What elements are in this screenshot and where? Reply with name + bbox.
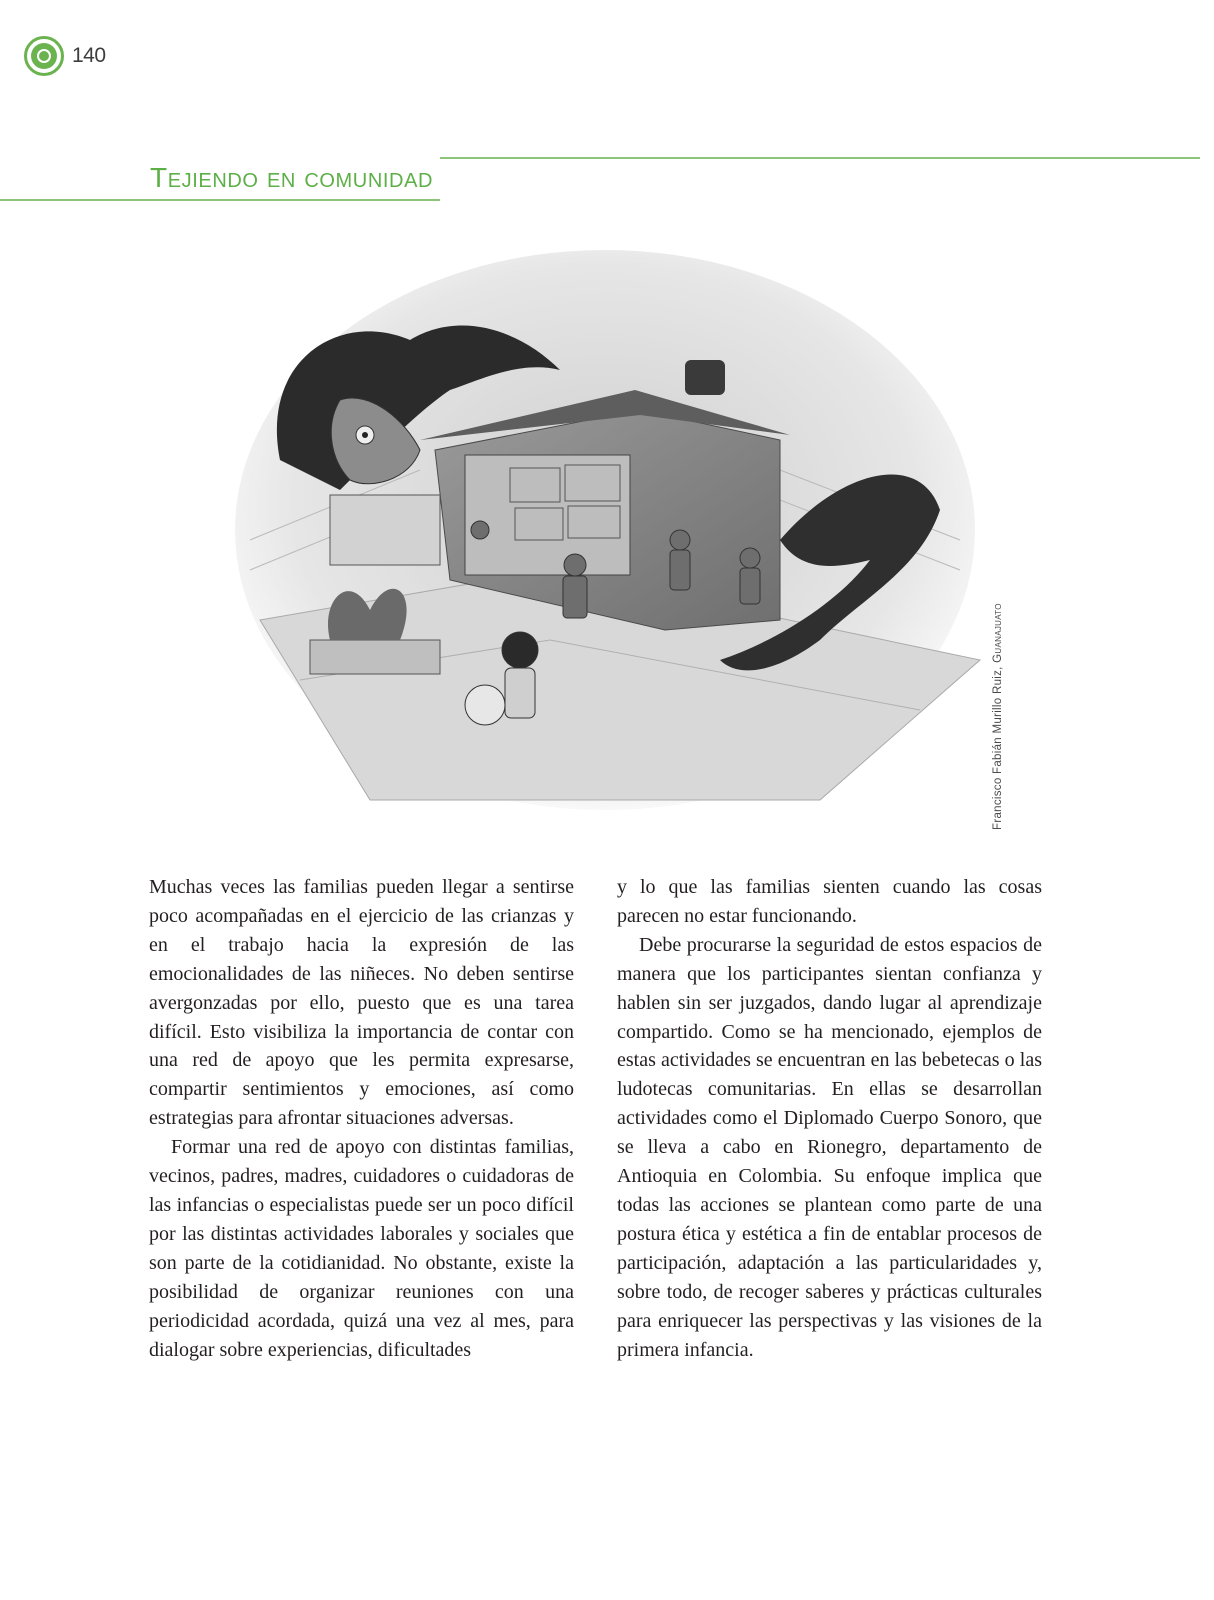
body-paragraph: Formar una red de apoyo con distintas familias, vecinos, padres, madres, cuidadores o cuidadoras de las infancias o especialistas puede ser un poco difícil por las distintas actividades laborales y sociales que son parte de la cotidianidad. No obstante, existe la posibilidad de organizar reuniones con una periodicidad acordada, quizá una vez al mes, para dialogar sobre experiencias, dificultades: [149, 1136, 574, 1361]
header-rule-top: [440, 157, 1200, 159]
header-rule-bottom: [0, 199, 440, 201]
credit-author: Francisco Fabián Murillo Ruiz,: [992, 662, 1004, 830]
section-title: Tejiendo en comunidad: [150, 162, 434, 193]
illustration-credit: [992, 603, 1004, 830]
credit-place: Guanajuato: [992, 603, 1004, 663]
body-paragraph: y lo que las familias sienten cuando las cosas parecen no estar funcionando.: [617, 876, 1042, 927]
page-header: [24, 36, 106, 76]
body-column-left: [149, 873, 574, 1364]
page-number: 140: [72, 44, 106, 67]
body-paragraph: Muchas veces las familias pueden llegar a sentirse poco acompañadas en el ejercicio de las crianzas y en el trabajo hacia la expresión de las emocionalidades de las niñeces. No deben sentirse avergonzadas por ello, puesto que es una tarea difícil. Esto visibiliza la importancia de contar con una red de apoyo que les permita expresarse, compartir sentimientos y emociones, así como estrategias para afrontar situaciones adversas.: [149, 876, 574, 1130]
body-paragraph: Debe procurarse la seguridad de estos espacios de manera que los participantes sientan confianza y hablen sin ser juzgados, dando lugar al aprendizaje compartido. Como se ha mencionado, ejemplos de estas actividades se encuentran en las bebetecas o las ludotecas comunitarias. En ellas se desarrollan actividades como el Diplomado Cuerpo Sonoro, que se lleva a cabo en Rionegro, departamento de Antioquia en Colombia. Su enfoque implica que todas las acciones se plantean como parte de una postura ética y estética a fin de entablar procesos de participación, adaptación a las particularidades y, sobre todo, de recoger saberes y prácticas culturales para enriquecer las perspectivas y las visiones de la primera infancia.: [617, 933, 1042, 1361]
body-column-right: [617, 873, 1042, 1364]
illustration: [220, 240, 990, 840]
logo-icon: [24, 36, 64, 76]
